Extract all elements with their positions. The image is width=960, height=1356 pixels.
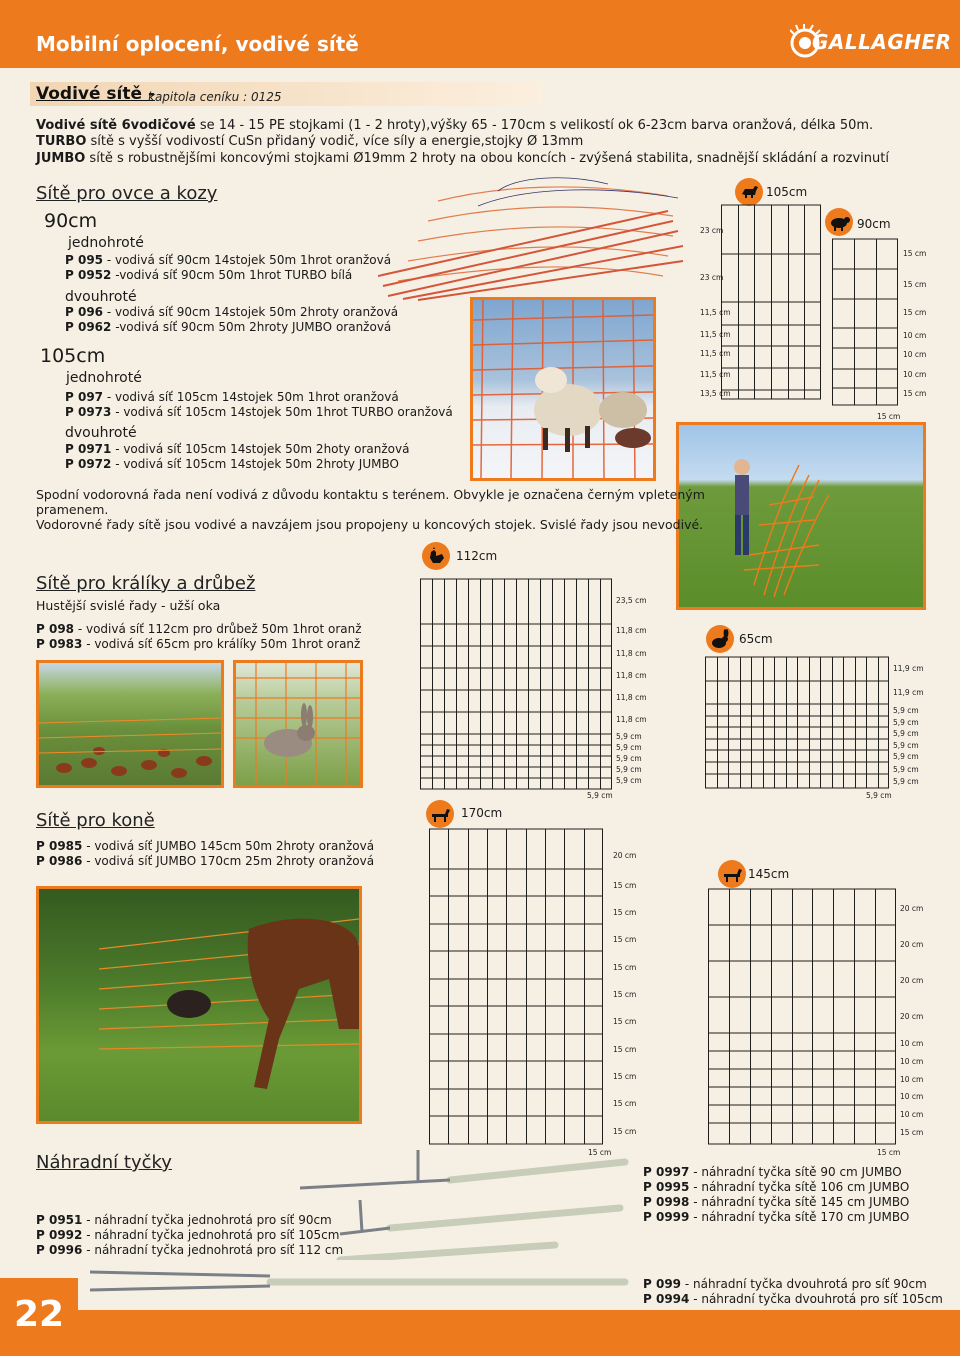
net-spacing-label: 5,9 cm <box>616 743 642 752</box>
page-number: 22 <box>14 1294 65 1335</box>
net-spacing-label: 15 cm <box>613 908 637 917</box>
net-spacing-label: 10 cm <box>903 331 927 340</box>
product-line: P 0986 - vodivá síť JUMBO 170cm 25m 2hroty oranžová <box>36 854 375 868</box>
net-mesh-width: 15 cm <box>877 412 901 421</box>
sheep-105-single-label: jednohroté <box>66 370 142 386</box>
net-spacing-label: 15 cm <box>613 1045 637 1054</box>
net-spacing-label: 5,9 cm <box>893 706 919 715</box>
net-spacing-label: 5,9 cm <box>893 718 919 727</box>
product-line: P 0999 - náhradní tyčka sítě 170 cm JUMBO <box>643 1210 910 1224</box>
goat-icon <box>735 178 763 206</box>
net-spacing-label: 20 cm <box>900 976 924 985</box>
product-line: P 0972 - vodivá síť 105cm 14stojek 50m 2hroty JUMBO <box>65 457 399 471</box>
net-spacing-label: 15 cm <box>613 1127 637 1136</box>
rabbit-photo <box>233 660 363 788</box>
sheep-90-double-label: dvouhroté <box>65 289 137 305</box>
net-spacing-label: 11,5 cm <box>700 370 731 379</box>
sheep-105-double-label: dvouhroté <box>65 425 137 441</box>
product-line: P 095 - vodivá síť 90cm 14stojek 50m 1hrot oranžová <box>65 253 392 267</box>
net-spacing-label: 11,5 cm <box>700 330 731 339</box>
net-spacing-label: 5,9 cm <box>616 732 642 741</box>
net-diagram-90 <box>832 238 898 406</box>
net-spacing-label: 15 cm <box>903 280 927 289</box>
net-spacing-label: 5,9 cm <box>893 741 919 750</box>
section-title: Vodivé sítě - <box>36 84 156 104</box>
net-spacing-label: 15 cm <box>613 963 637 972</box>
net-spacing-label: 11,8 cm <box>616 715 647 724</box>
product-line: P 099 - náhradní tyčka dvouhrotá pro síť 90cm <box>643 1277 927 1291</box>
intro-line-3: JUMBO sítě s robustnějšími koncovými stojkami Ø19mm 2 hroty na obou koncích - zvýšená stabilita, snadnější skládání a rozvinutí <box>36 151 889 166</box>
net-spacing-label: 10 cm <box>903 370 927 379</box>
net-spacing-label: 10 cm <box>903 350 927 359</box>
horse-icon <box>426 800 454 828</box>
double-post-image <box>90 1262 630 1308</box>
logo-wordmark: GALLAGHER <box>812 30 952 54</box>
net-height-label: 65cm <box>739 632 773 646</box>
net-spacing-label: 11,5 cm <box>700 349 731 358</box>
product-line: P 0962 -vodivá síť 90cm 50m 2hroty JUMBO oranžová <box>65 320 392 334</box>
product-line: P 098 - vodivá síť 112cm pro drůbež 50m 1hrot oranž <box>36 622 362 636</box>
net-spacing-label: 11,9 cm <box>893 688 924 697</box>
net-diagram-112 <box>420 578 612 790</box>
net-spacing-label: 11,9 cm <box>893 664 924 673</box>
product-line: P 0952 -vodivá síť 90cm 50m 1hrot TURBO bílá <box>65 268 353 282</box>
sheep-90-single-label: jednohroté <box>68 235 144 251</box>
net-height-label: 170cm <box>461 806 503 820</box>
net-spacing-label: 15 cm <box>613 881 637 890</box>
product-line: P 0998 - náhradní tyčka sítě 145 cm JUMBO <box>643 1195 910 1209</box>
product-line: P 0992 - náhradní tyčka jednohrotá pro síť 105cm <box>36 1228 340 1242</box>
horse-icon <box>718 860 746 888</box>
product-line: P 0951 - náhradní tyčka jednohrotá pro síť 90cm <box>36 1213 332 1227</box>
poultry-title: Sítě pro králíky a drůbež <box>36 573 256 594</box>
product-line: P 097 - vodivá síť 105cm 14stojek 50m 1hrot oranžová <box>65 390 399 404</box>
section-subtitle: kapitola ceníku : 0125 <box>148 90 282 104</box>
net-mesh-width: 5,9 cm <box>866 791 892 800</box>
product-line: P 0985 - vodivá síť JUMBO 145cm 50m 2hroty oranžová <box>36 839 375 853</box>
net-spacing-label: 11,8 cm <box>616 649 647 658</box>
net-spacing-label: 5,9 cm <box>616 776 642 785</box>
product-line: P 0971 - vodivá síť 105cm 14stojek 50m 2hoty oranžová <box>65 442 410 456</box>
net-height-label: 112cm <box>456 549 498 563</box>
net-spacing-label: 15 cm <box>903 389 927 398</box>
net-spacing-label: 5,9 cm <box>893 777 919 786</box>
sheep-icon <box>825 208 853 236</box>
sheep-90-heading: 90cm <box>44 210 98 232</box>
net-height-label: 105cm <box>766 185 808 199</box>
net-diagram-65 <box>705 656 889 789</box>
net-spacing-label: 5,9 cm <box>616 765 642 774</box>
posts-title: Náhradní tyčky <box>36 1152 172 1173</box>
net-diagram-105 <box>721 204 821 400</box>
net-spacing-label: 11,8 cm <box>616 626 647 635</box>
product-line: P 0997 - náhradní tyčka sítě 90 cm JUMBO <box>643 1165 902 1179</box>
product-line: P 0994 - náhradní tyčka dvouhrotá pro síť 105cm <box>643 1292 943 1306</box>
sheep-photo <box>470 297 656 481</box>
product-line: P 096 - vodivá síť 90cm 14stojek 50m 2hroty oranžová <box>65 305 399 319</box>
net-spacing-label: 5,9 cm <box>616 754 642 763</box>
net-spacing-label: 15 cm <box>613 1017 637 1026</box>
net-mesh-width: 5,9 cm <box>587 791 613 800</box>
spare-posts-image <box>300 1150 630 1260</box>
poultry-photo <box>36 660 224 788</box>
net-spacing-label: 20 cm <box>613 851 637 860</box>
net-spacing-label: 23 cm <box>700 226 724 235</box>
net-spacing-label: 20 cm <box>900 904 924 913</box>
note-line: pramenem. <box>36 502 109 517</box>
product-line: P 0973 - vodivá síť 105cm 14stojek 50m 1hrot TURBO oranžová <box>65 405 453 419</box>
net-spacing-label: 11,8 cm <box>616 693 647 702</box>
net-height-label: 145cm <box>748 867 790 881</box>
horses-title: Sítě pro koně <box>36 810 155 831</box>
net-spacing-label: 10 cm <box>900 1075 924 1084</box>
net-height-label: 90cm <box>857 217 891 231</box>
net-spacing-label: 20 cm <box>900 940 924 949</box>
rolled-net-image <box>378 176 688 301</box>
product-line: P 0995 - náhradní tyčka sítě 106 cm JUMBO <box>643 1180 910 1194</box>
intro-line-1: Vodivé sítě 6vodičové se 14 - 15 PE stojkami (1 - 2 hroty),výšky 65 - 170cm s velikostí ok 6-23cm barva oranžová, délka 50m. <box>36 118 874 133</box>
net-spacing-label: 5,9 cm <box>893 729 919 738</box>
note-line: Vodorovné řady sítě jsou vodivé a navzájem jsou propojeny u koncových stojek. Svislé řady jsou nevodivé. <box>36 517 704 532</box>
net-spacing-label: 15 cm <box>613 990 637 999</box>
chicken-icon <box>422 542 450 570</box>
net-spacing-label: 15 cm <box>613 935 637 944</box>
intro-line-2: TURBO sítě s vyšší vodivostí CuSn přidaný vodič, více síly a energie,stojky Ø 13mm <box>36 134 584 149</box>
sheep-105-heading: 105cm <box>40 345 106 367</box>
net-spacing-label: 10 cm <box>900 1057 924 1066</box>
net-spacing-label: 15 cm <box>903 308 927 317</box>
net-spacing-label: 15 cm <box>903 249 927 258</box>
net-spacing-label: 5,9 cm <box>893 765 919 774</box>
product-line: P 0996 - náhradní tyčka jednohrotá pro síť 112 cm <box>36 1243 344 1257</box>
net-spacing-label: 10 cm <box>900 1092 924 1101</box>
net-mesh-width: 15 cm <box>588 1148 612 1157</box>
net-spacing-label: 11,8 cm <box>616 671 647 680</box>
net-spacing-label: 10 cm <box>900 1110 924 1119</box>
net-mesh-width: 15 cm <box>877 1148 901 1157</box>
boy-with-net-photo <box>676 422 926 610</box>
footer-bar <box>0 1310 960 1356</box>
net-spacing-label: 5,9 cm <box>893 752 919 761</box>
net-spacing-label: 11,5 cm <box>700 308 731 317</box>
rabbit-icon <box>706 625 734 653</box>
net-spacing-label: 23 cm <box>700 273 724 282</box>
net-spacing-label: 13,5 cm <box>700 389 731 398</box>
net-diagram-145 <box>708 888 896 1146</box>
page-title: Mobilní oplocení, vodivé sítě <box>36 32 359 56</box>
net-spacing-label: 15 cm <box>613 1099 637 1108</box>
sheep-title: Sítě pro ovce a kozy <box>36 183 218 204</box>
net-spacing-label: 15 cm <box>900 1128 924 1137</box>
net-spacing-label: 23,5 cm <box>616 596 647 605</box>
product-line: P 0983 - vodivá síť 65cm pro králíky 50m 1hrot oranž <box>36 637 361 651</box>
net-diagram-170 <box>429 828 603 1146</box>
net-spacing-label: 15 cm <box>613 1072 637 1081</box>
note-line: Spodní vodorovná řada není vodivá z důvodu kontaktu s terénem. Obvykle je označena černým vpleteným <box>36 487 705 502</box>
net-spacing-label: 20 cm <box>900 1012 924 1021</box>
net-spacing-label: 10 cm <box>900 1039 924 1048</box>
poultry-subtitle: Hustější svislé řady - užší oka <box>36 598 221 613</box>
horses-photo <box>36 886 362 1124</box>
